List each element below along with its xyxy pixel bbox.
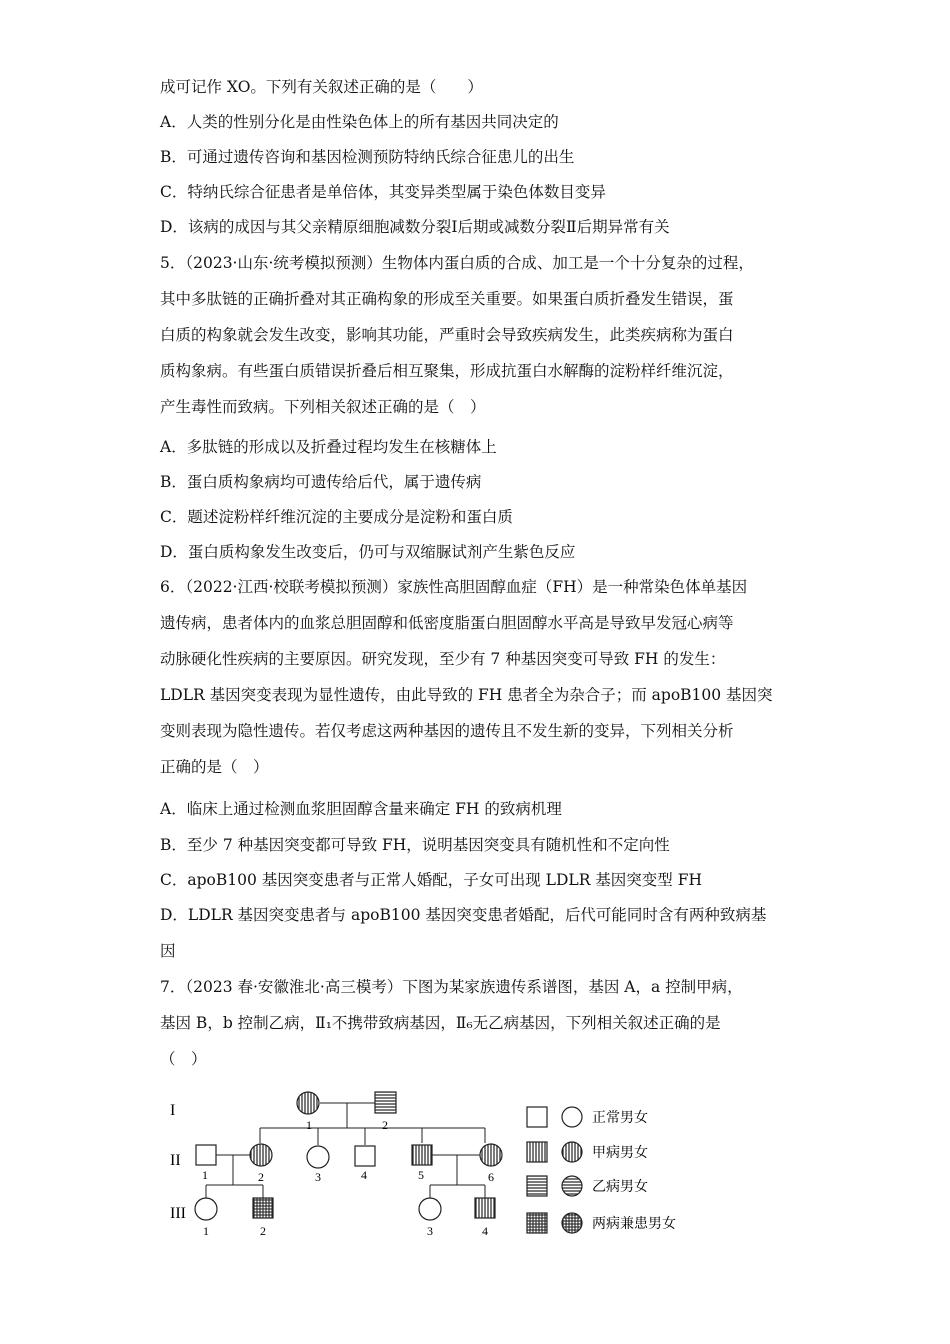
gen3-label-3: 3: [427, 1224, 433, 1238]
text-line: C．题述淀粉样纤维沉淀的主要成分是淀粉和蛋白质: [160, 508, 513, 526]
gen2-label-2: 2: [258, 1170, 264, 1184]
text-line: B．可通过遗传咨询和基因检测预防特纳氏综合征患儿的出生: [160, 148, 575, 166]
text-line: D．LDLR 基因突变患者与 apoB100 基因突变患者婚配，后代可能同时含有两种致病基: [160, 906, 767, 924]
text-line: A．多肽链的形成以及折叠过程均发生在核糖体上: [160, 438, 497, 456]
gen2-male-1: [196, 1145, 216, 1165]
legend-label-b: 乙病男女: [592, 1180, 648, 1195]
gen-label-2: II: [170, 1152, 181, 1169]
text-line: 基因 B，b 控制乙病，Ⅱ₁不携带致病基因，Ⅱ₆无乙病基因，下列相关叙述正确的是: [160, 1014, 721, 1032]
gen-label-3: III: [170, 1205, 186, 1222]
legend-both-female: [562, 1213, 582, 1233]
gen1-label-1: 1: [306, 1118, 312, 1132]
text-line: D．该病的成因与其父亲精原细胞减数分裂Ⅰ后期或减数分裂Ⅱ后期异常有关: [160, 218, 670, 236]
text-line: 质构象病。有些蛋白质错误折叠后相互聚集，形成抗蛋白水解酶的淀粉样纤维沉淀，: [160, 362, 734, 380]
legend-normal-male: [527, 1107, 547, 1127]
text-line: 因: [160, 942, 176, 960]
gen3-female-1: [195, 1198, 217, 1220]
gen3-label-4: 4: [482, 1224, 488, 1238]
gen2-label-3: 3: [315, 1170, 321, 1184]
text-line: 其中多肽链的正确折叠对其正确构象的形成至关重要。如果蛋白质折叠发生错误，蛋: [160, 290, 734, 308]
legend-both-male: [527, 1213, 547, 1233]
gen3-label-1: 1: [203, 1224, 209, 1238]
gen3-female-3: [419, 1198, 441, 1220]
gen2-label-5: 5: [418, 1168, 424, 1182]
text-line: 白质的构象就会发生改变，影响其功能，严重时会导致疾病发生，此类疾病称为蛋白: [160, 326, 734, 344]
text-line: 正确的是（ ）: [160, 758, 269, 776]
text-line: C．特纳氏综合征患者是单倍体，其变异类型属于染色体数目变异: [160, 183, 606, 201]
legend-b-male: [527, 1176, 547, 1196]
gen2-female-6: [480, 1144, 502, 1166]
gen3-label-2: 2: [260, 1224, 266, 1238]
gen2-female-3: [307, 1146, 329, 1168]
text-line: B．蛋白质构象病均可遗传给后代，属于遗传病: [160, 473, 482, 491]
legend-label-both: 两病兼患男女: [592, 1217, 676, 1232]
text-line: 产生毒性而致病。下列相关叙述正确的是（ ）: [160, 398, 486, 416]
gen3-male-2: [253, 1198, 273, 1218]
text-line: 5．（2023·山东·统考模拟预测）生物体内蛋白质的合成、加工是一个十分复杂的过程，: [160, 254, 754, 272]
text-line: A．人类的性别分化是由性染色体上的所有基因共同决定的: [160, 113, 559, 131]
legend-a-male: [527, 1142, 547, 1162]
gen2-label-6: 6: [488, 1170, 494, 1184]
gen1-label-2: 2: [382, 1118, 388, 1132]
text-line: 动脉硬化性疾病的主要原因。研究发现，至少有 7 种基因突变可导致 FH 的发生：: [160, 650, 726, 668]
legend-label-a: 甲病男女: [592, 1146, 648, 1161]
text-line: （ ）: [160, 1050, 207, 1068]
pedigree-legend: [527, 1107, 676, 1233]
gen2-male-5: [412, 1145, 432, 1165]
gen2-female-2: [250, 1144, 272, 1166]
text-line: B．至少 7 种基因突变都可导致 FH，说明基因突变具有随机性和不定向性: [160, 836, 670, 854]
legend-a-female: [562, 1142, 582, 1162]
text-line: C．apoB100 基因突变患者与正常人婚配，子女可出现 LDLR 基因突变型 FH: [160, 871, 702, 889]
gen1-male-2: [375, 1092, 396, 1113]
text-line: 6．（2022·江西·校联考模拟预测）家族性高胆固醇血症（FH）是一种常染色体单基因: [160, 578, 748, 596]
gen1-female-1: [297, 1092, 319, 1114]
text-line: LDLR 基因突变表现为显性遗传，由此导致的 FH 患者全为杂合子；而 apoB100 基因突: [160, 686, 773, 704]
gen3-male-4: [475, 1198, 495, 1218]
text-line: 遗传病，患者体内的血浆总胆固醇和低密度脂蛋白胆固醇水平高是导致早发冠心病等: [160, 614, 734, 632]
gen-label-1: I: [170, 1102, 176, 1119]
text-line: A．临床上通过检测血浆胆固醇含量来确定 FH 的致病机理: [160, 800, 562, 818]
legend-normal-female: [562, 1107, 582, 1127]
text-line: 7．（2023 春·安徽淮北·高三模考）下图为某家族遗传系谱图，基因 A，a 控制甲病，: [160, 978, 743, 996]
legend-b-female: [562, 1176, 582, 1196]
gen2-label-1: 1: [202, 1168, 208, 1182]
gen2-label-4: 4: [361, 1168, 367, 1182]
gen2-male-4: [355, 1146, 375, 1166]
text-line: 成可记作 XO。下列有关叙述正确的是（ ）: [160, 78, 483, 96]
legend-label-normal: 正常男女: [592, 1111, 648, 1126]
text-line: 变则表现为隐性遗传。若仅考虑这两种基因的遗传且不发生新的变异，下列相关分析: [160, 722, 734, 740]
pedigree-chart: [160, 1085, 700, 1245]
text-line: D．蛋白质构象发生改变后，仍可与双缩脲试剂产生紫色反应: [160, 543, 576, 561]
